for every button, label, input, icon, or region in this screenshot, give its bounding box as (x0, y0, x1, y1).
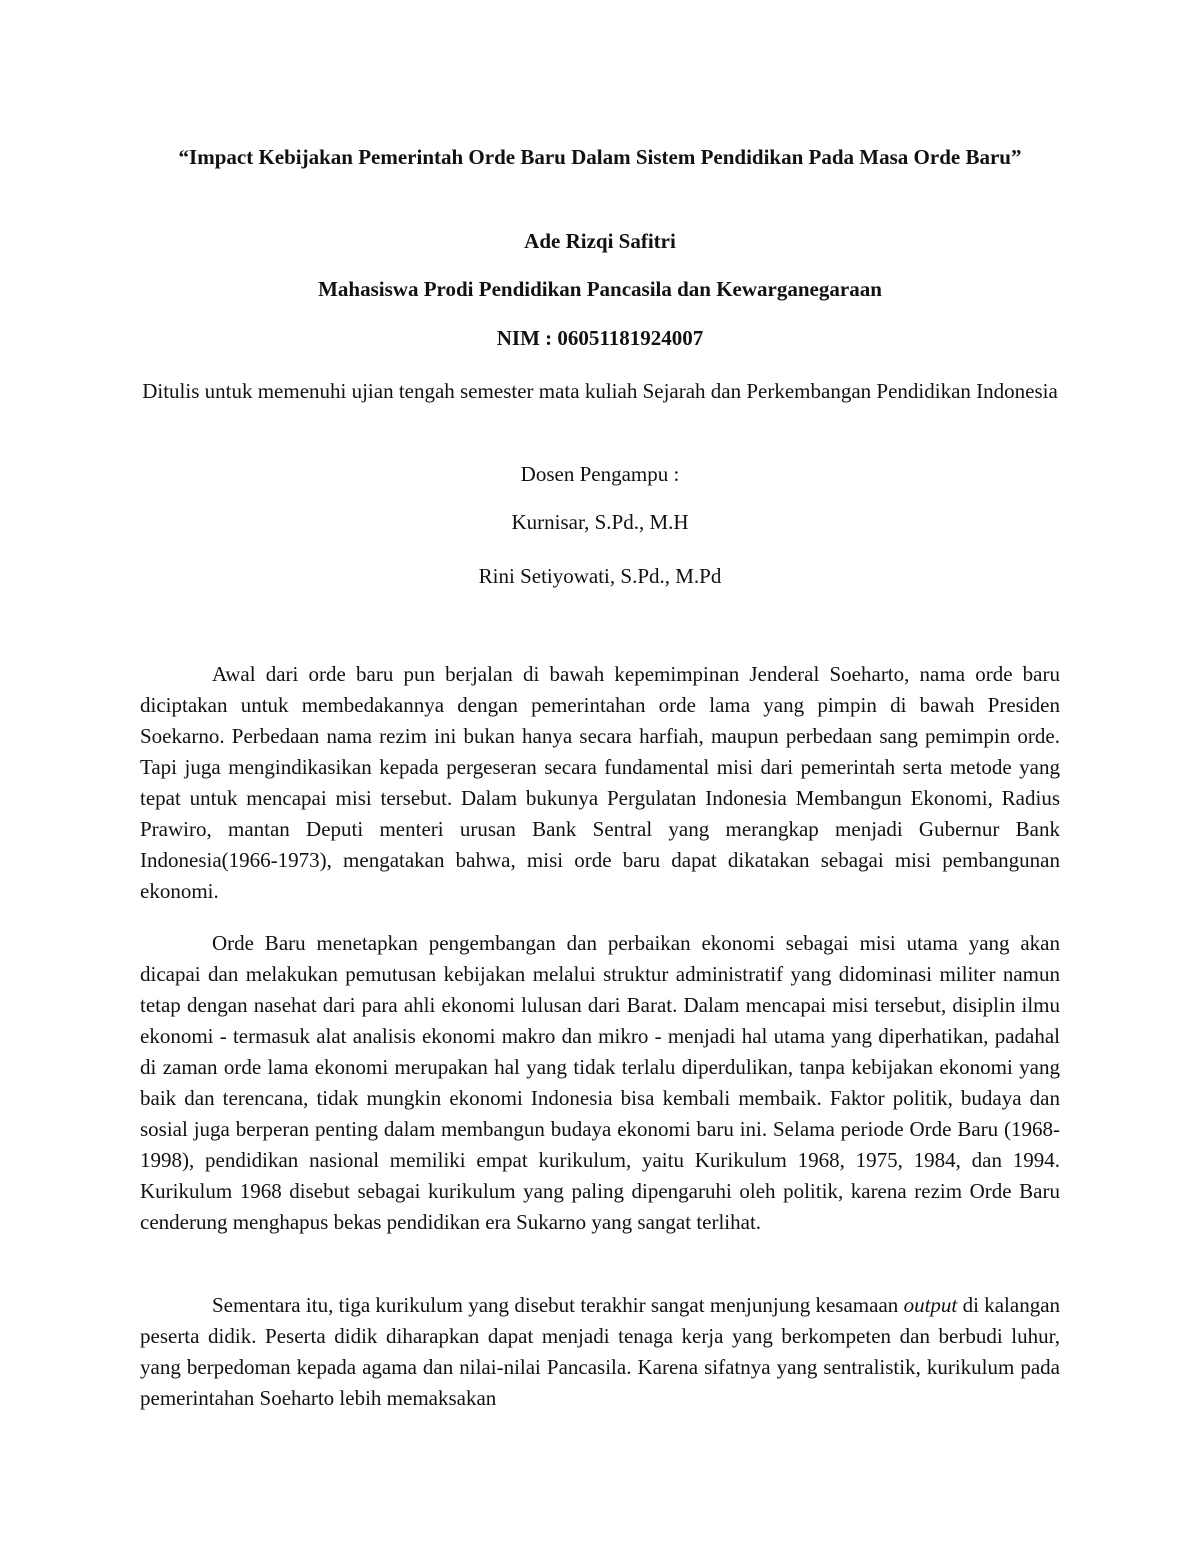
author-name: Ade Rizqi Safitri (524, 229, 676, 253)
italic-term: output (903, 1293, 958, 1317)
lecturer-name: Kurnisar, S.Pd., M.H (511, 510, 689, 534)
paragraph-text: di kalangan peserta didik. Peserta didik diharapkan dapat menjadi tenaga kerja yang berkompeten dan berbudi luhur, yang berpedoman kepada agama dan nilai-nilai Pancasila. Karena sifatnya yang sentralistik, kurikulum pada pemerintahan Soeharto lebih memaksakan (140, 1293, 1061, 1410)
lecturer-label: Dosen Pengampu : (520, 462, 680, 486)
body-paragraph: Awal dari orde baru pun berjalan di bawah kepemimpinan Jenderal Soeharto, nama orde baru diciptakan untuk membedakannya dengan pemerintahan orde lama yang pimpin di bawah Presiden Soekarno. Perbedaan nama rezim ini bukan hanya secara harfiah, maupun perbedaan sang pemimpin orde. Tapi juga mengindikasikan kepada pergeseran secara fundamental misi dari pemerintah serta metode yang tepat untuk mencapai misi tersebut. Dalam bukunya Pergulatan Indonesia Membangun Ekonomi, Radius Prawiro, mantan Deputi menteri urusan Bank Sentral yang merangkap menjadi Gubernur Bank Indonesia(1966-1973), mengatakan bahwa, misi orde baru dapat dikatakan sebagai misi pembangunan ekonomi. (140, 662, 1060, 903)
document-title: “Impact Kebijakan Pemerintah Orde Baru Dalam Sistem Pendidikan Pada Masa Orde Baru” (178, 145, 1022, 169)
body-paragraph (140, 1290, 1060, 1414)
paragraph-text: Sementara itu, tiga kurikulum yang disebut terakhir sangat menjunjung kesamaan (212, 1293, 899, 1317)
lecturer-name: Rini Setiyowati, S.Pd., M.Pd (478, 564, 722, 588)
body-paragraph: Orde Baru menetapkan pengembangan dan perbaikan ekonomi sebagai misi utama yang akan dicapai dan melakukan pemutusan kebijakan melalui struktur administratif yang didominasi militer namun tetap dengan nasehat dari para ahli ekonomi lulusan dari Barat. Dalam mencapai misi tersebut, disiplin ilmu ekonomi - termasuk alat analisis ekonomi makro dan mikro - menjadi hal utama yang diperhatikan, padahal di zaman orde lama ekonomi merupakan hal yang tidak terlalu diperdulikan, tanpa kebijakan ekonomi yang baik dan terencana, tidak mungkin ekonomi Indonesia bisa kembali membaik. Faktor politik, budaya dan sosial juga berperan penting dalam membangun budaya ekonomi baru ini. Selama periode Orde Baru (1968-1998), pendidikan nasional memiliki empat kurikulum, yaitu Kurikulum 1968, 1975, 1984, dan 1994. Kurikulum 1968 disebut sebagai kurikulum yang paling dipengaruhi oleh politik, karena rezim Orde Baru cenderung menghapus bekas pendidikan era Sukarno yang sangat terlihat. (140, 931, 1060, 1234)
student-id: NIM : 06051181924007 (496, 326, 704, 350)
purpose-statement: Ditulis untuk memenuhi ujian tengah semester mata kuliah Sejarah dan Perkembangan Pendidikan Indonesia (142, 379, 1058, 403)
study-program: Mahasiswa Prodi Pendidikan Pancasila dan Kewarganegaraan (318, 277, 882, 301)
